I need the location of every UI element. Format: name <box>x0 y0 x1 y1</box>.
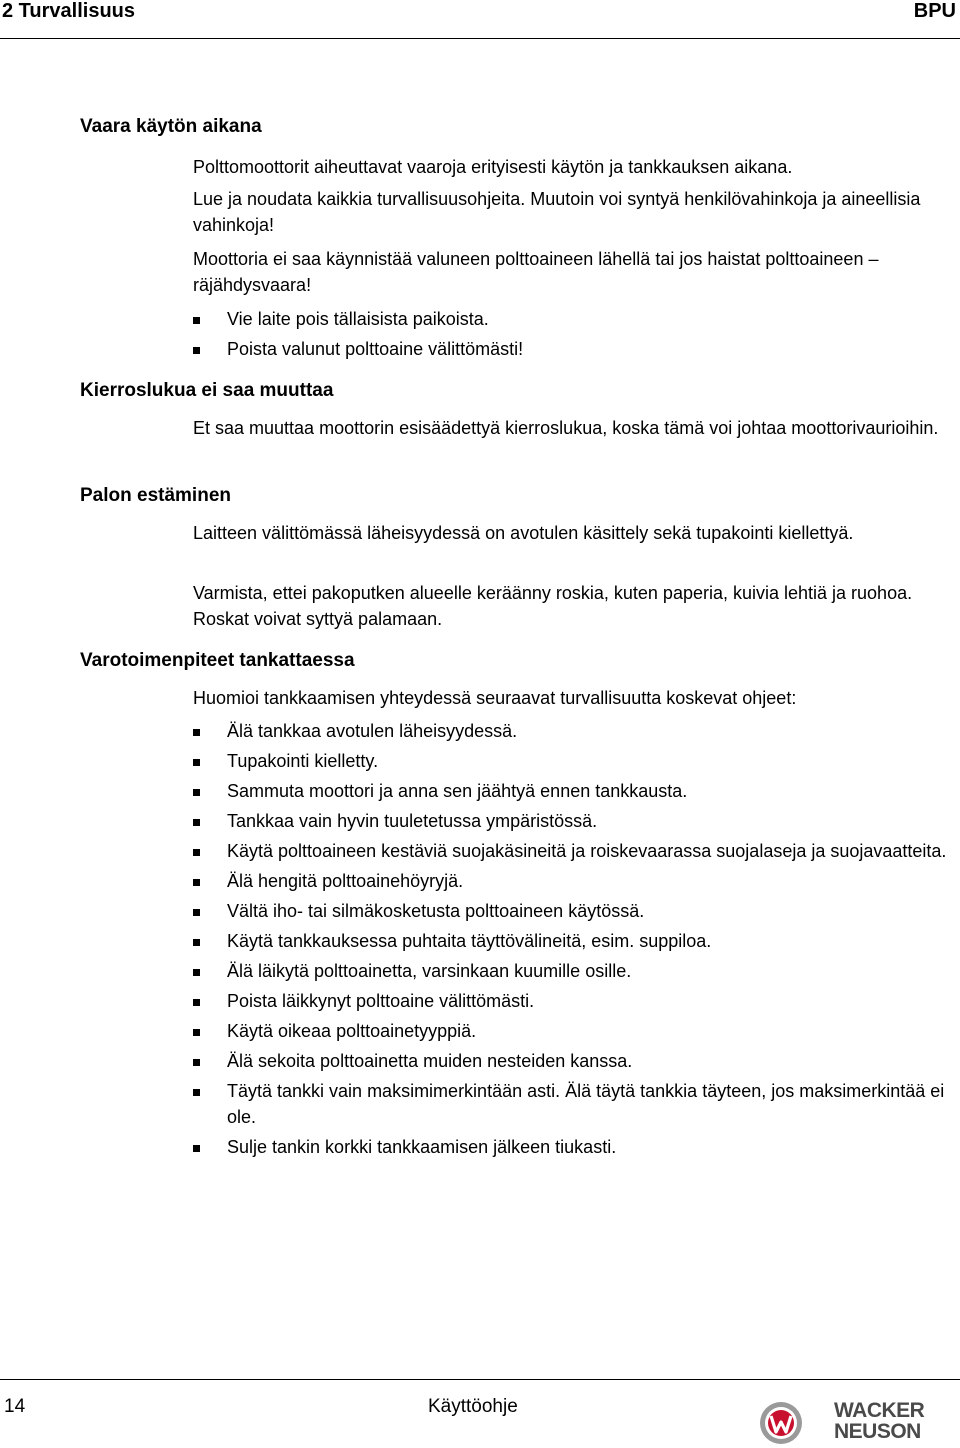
section-title-refuelling: Varotoimenpiteet tankattaessa <box>80 650 355 671</box>
operation-paragraph-1: Polttomoottorit aiheuttavat vaaroja erityisesti käytön ja tankkauksen aikana. <box>193 157 793 177</box>
section-title-rpm: Kierroslukua ei saa muuttaa <box>80 380 334 401</box>
operation-paragraph-2: Lue ja noudata kaikkia turvallisuusohjeita. Muutoin voi syntyä henkilövahinkoja ja aineellisia vahinkoja! <box>193 189 921 235</box>
list-item: Sulje tankin korkki tankkaamisen jälkeen tiukasti. <box>193 1134 958 1160</box>
list-item: Poista läikkynyt polttoaine välittömästi. <box>193 988 958 1014</box>
list-item: Älä läikytä polttoainetta, varsinkaan kuumille osille. <box>193 958 958 984</box>
list-item: Poista valunut polttoaine välittömästi! <box>193 336 958 362</box>
list-item: Älä tankkaa avotulen läheisyydessä. <box>193 718 958 744</box>
operation-paragraph-3: Moottoria ei saa käynnistää valuneen polttoaineen lähellä tai jos haistat polttoaineen – räjähdysvaara! <box>193 249 879 295</box>
fire-paragraph-2: Varmista, ettei pakoputken alueelle keräänny roskia, kuten paperia, kuivia lehtiä ja ruohoa. Roskat voivat syttyä palamaan. <box>193 583 913 629</box>
refuel-bullet-list <box>193 718 958 1160</box>
operation-bullet-list <box>193 306 958 362</box>
brand-line-1: WACKER <box>834 1399 925 1422</box>
list-item: Käytä tankkauksessa puhtaita täyttövälineitä, esim. suppiloa. <box>193 928 958 954</box>
page-footer <box>0 1379 960 1448</box>
list-item: Tupakointi kielletty. <box>193 748 958 774</box>
wacker-neuson-logo-icon <box>758 1400 804 1446</box>
chapter-title: 2 Turvallisuus <box>2 0 136 22</box>
refuel-intro: Huomioi tankkaamisen yhteydessä seuraavat turvallisuutta koskevat ohjeet: <box>193 688 797 708</box>
list-item: Älä hengitä polttoainehöyryjä. <box>193 868 958 894</box>
fire-paragraph-1: Laitteen välittömässä läheisyydessä on avotulen käsittely sekä tupakointi kiellettyä. <box>193 523 854 543</box>
list-item: Sammuta moottori ja anna sen jäähtyä ennen tankkausta. <box>193 778 958 804</box>
list-item: Käytä polttoaineen kestäviä suojakäsineitä ja roiskevaarassa suojalaseja ja suojavaatteita. <box>193 838 958 864</box>
list-item: Käytä oikeaa polttoainetyyppiä. <box>193 1018 958 1044</box>
list-item: Älä sekoita polttoainetta muiden nesteiden kanssa. <box>193 1048 958 1074</box>
list-item: Täytä tankki vain maksimimerkintään asti. Älä täytä tankkia täyteen, jos maksimerkintää ei ole. <box>193 1078 958 1130</box>
page-number: 14 <box>4 1396 26 1417</box>
brand-line-2: NEUSON <box>834 1420 921 1443</box>
product-name: BPU <box>913 0 956 22</box>
list-item: Tankkaa vain hyvin tuuletetussa ympäristössä. <box>193 808 958 834</box>
section-title-fire-prevention: Palon estäminen <box>80 485 231 506</box>
section-title-operation-hazard: Vaara käytön aikana <box>80 116 262 137</box>
page-header <box>0 0 960 39</box>
document-title: Käyttöohje <box>428 1396 518 1417</box>
list-item: Vie laite pois tällaisista paikoista. <box>193 306 958 332</box>
brand-wordmark <box>834 1400 958 1442</box>
list-item: Vältä iho- tai silmäkosketusta polttoaineen käytössä. <box>193 898 958 924</box>
rpm-paragraph: Et saa muuttaa moottorin esisäädettyä kierroslukua, koska tämä voi johtaa moottorivaurioihin. <box>193 418 939 438</box>
